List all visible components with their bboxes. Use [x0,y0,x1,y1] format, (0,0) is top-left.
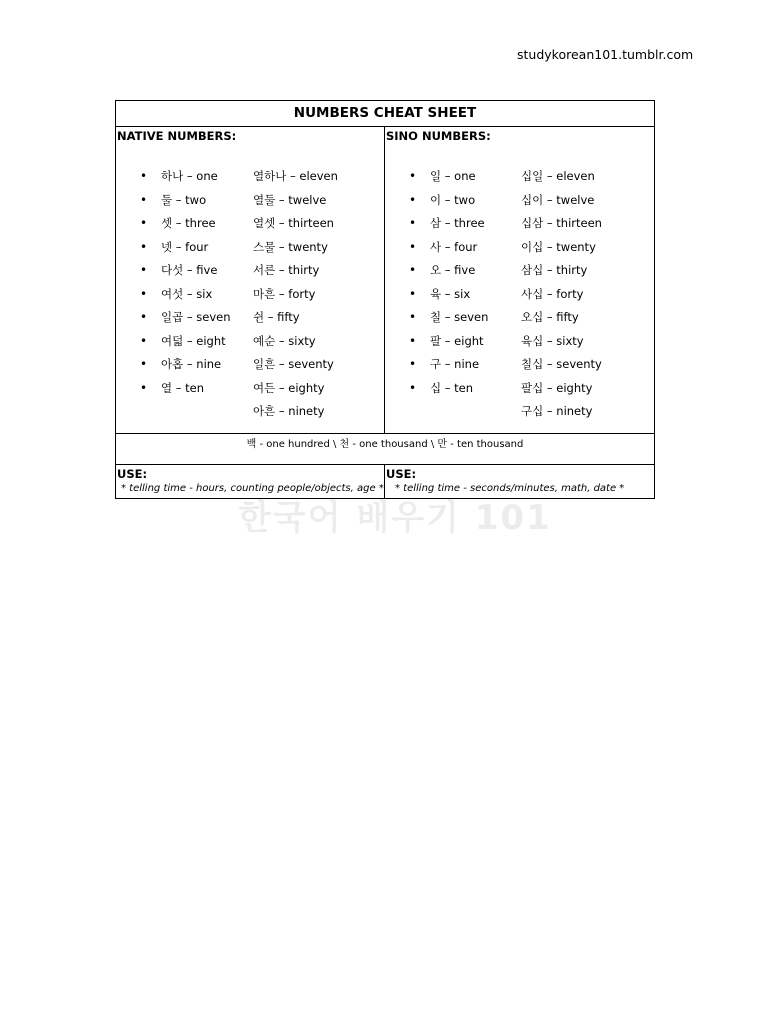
number-entry: 이 – two [430,192,476,207]
number-entry: 일 – one [430,169,476,183]
list-item [521,330,602,354]
bullet-icon: • [409,333,417,348]
list-item [409,189,488,213]
site-url: studykorean101.tumblr.com [517,47,694,62]
number-entry: 오 – five [430,263,476,277]
number-entry: 마흔 – forty [253,286,316,301]
number-entry: 스물 – twenty [253,239,328,254]
watermark: 한국어 배우기 101 [238,498,552,538]
list-item [140,236,231,260]
number-entry: 십삼 – thirteen [521,216,602,230]
list-item [253,400,338,424]
bullet-icon: • [409,169,417,183]
list-item [521,306,602,330]
list-item [409,259,488,283]
bullet-icon: • [409,239,417,254]
number-entry: 사십 – forty [521,286,584,301]
sino-list-1 [409,165,488,400]
number-entry: 구 – nine [430,357,480,371]
list-item [253,165,338,189]
bullet-icon: • [409,216,417,230]
sheet-title: NUMBERS CHEAT SHEET [116,101,654,127]
number-entry: 넷 – four [161,239,209,254]
cheat-sheet-table [115,100,655,499]
number-entry: 일흔 – seventy [253,357,334,371]
list-item [253,306,338,330]
number-entry: 아흔 – ninety [253,404,325,418]
number-entry: 쉰 – fifty [253,310,300,324]
list-item [521,353,602,377]
native-numbers-section [116,127,385,433]
number-entry: 열하나 – eleven [253,169,338,183]
list-item [409,330,488,354]
list-item [140,259,231,283]
list-item [253,283,338,307]
list-item [253,236,338,260]
number-entry: 삼 – three [430,216,485,230]
number-entry: 여덟 – eight [161,333,226,348]
number-entry: 예순 – sixty [253,333,316,348]
number-entry: 열둘 – twelve [253,192,327,207]
bullet-icon: • [140,263,148,277]
bullet-icon: • [140,192,148,207]
list-item [521,400,602,424]
sino-use [385,465,654,498]
native-heading: NATIVE NUMBERS: [117,129,237,143]
list-item [409,165,488,189]
number-entry: 구십 – ninety [521,404,593,418]
native-use-label: USE: [117,467,148,481]
list-item [140,165,231,189]
list-item [140,353,231,377]
use-row [116,465,654,498]
list-item [521,377,602,401]
sino-list-2 [521,165,602,424]
number-entry: 오십 – fifty [521,310,579,324]
bullet-icon: • [140,239,148,254]
number-entry: 팔십 – eighty [521,380,593,395]
list-item [253,259,338,283]
number-entry: 칠십 – seventy [521,357,602,371]
number-entry: 열 – ten [161,380,205,395]
bullet-icon: • [140,169,148,183]
bullet-icon: • [409,357,417,371]
list-item [140,330,231,354]
large-numbers-summary: 백 - one hundred \ 천 - one thousand \ 만 - ten thousand [116,434,654,465]
bullet-icon: • [140,357,148,371]
bullet-icon: • [409,380,417,395]
native-list-1 [140,165,231,400]
list-item [140,306,231,330]
number-entry: 십일 – eleven [521,169,595,183]
bullet-icon: • [409,286,417,301]
native-use [116,465,385,498]
list-item [521,212,602,236]
number-entry: 여섯 – six [161,286,213,301]
bullet-icon: • [409,192,417,207]
list-item [521,236,602,260]
list-item [409,236,488,260]
bullet-icon: • [140,380,148,395]
list-item [409,212,488,236]
numbers-columns [116,127,654,434]
list-item [140,377,231,401]
bullet-icon: • [409,263,417,277]
sino-use-label: USE: [386,467,417,481]
list-item [140,283,231,307]
native-list-2 [253,165,338,424]
number-entry: 셋 – three [161,216,216,230]
sino-use-text: * telling time - seconds/minutes, math, date * [395,483,625,494]
bullet-icon: • [140,216,148,230]
list-item [253,353,338,377]
list-item [521,259,602,283]
list-item [253,330,338,354]
native-use-text: * telling time - hours, counting people/objects, age * [121,483,384,494]
number-entry: 십 – ten [430,380,474,395]
list-item [409,283,488,307]
bullet-icon: • [140,310,148,324]
number-entry: 십이 – twelve [521,192,595,207]
number-entry: 팔 – eight [430,333,484,348]
list-item [140,189,231,213]
bullet-icon: • [140,333,148,348]
number-entry: 삼십 – thirty [521,263,588,277]
list-item [409,306,488,330]
number-entry: 서른 – thirty [253,263,320,277]
list-item [521,165,602,189]
list-item [253,377,338,401]
number-entry: 육 – six [430,286,471,301]
number-entry: 이십 – twenty [521,239,596,254]
number-entry: 일곱 – seven [161,310,231,324]
list-item [409,353,488,377]
number-entry: 하나 – one [161,169,218,183]
number-entry: 둘 – two [161,192,207,207]
bullet-icon: • [140,286,148,301]
number-entry: 열셋 – thirteen [253,216,334,230]
number-entry: 칠 – seven [430,310,489,324]
number-entry: 사 – four [430,239,478,254]
list-item [253,212,338,236]
list-item [521,189,602,213]
sino-numbers-section [385,127,654,433]
number-entry: 다섯 – five [161,263,218,277]
number-entry: 육십 – sixty [521,333,584,348]
list-item [253,189,338,213]
bullet-icon: • [409,310,417,324]
list-item [140,212,231,236]
list-item [409,377,488,401]
list-item [521,283,602,307]
number-entry: 아홉 – nine [161,357,222,371]
sino-heading: SINO NUMBERS: [386,129,491,143]
number-entry: 여든 – eighty [253,380,325,395]
